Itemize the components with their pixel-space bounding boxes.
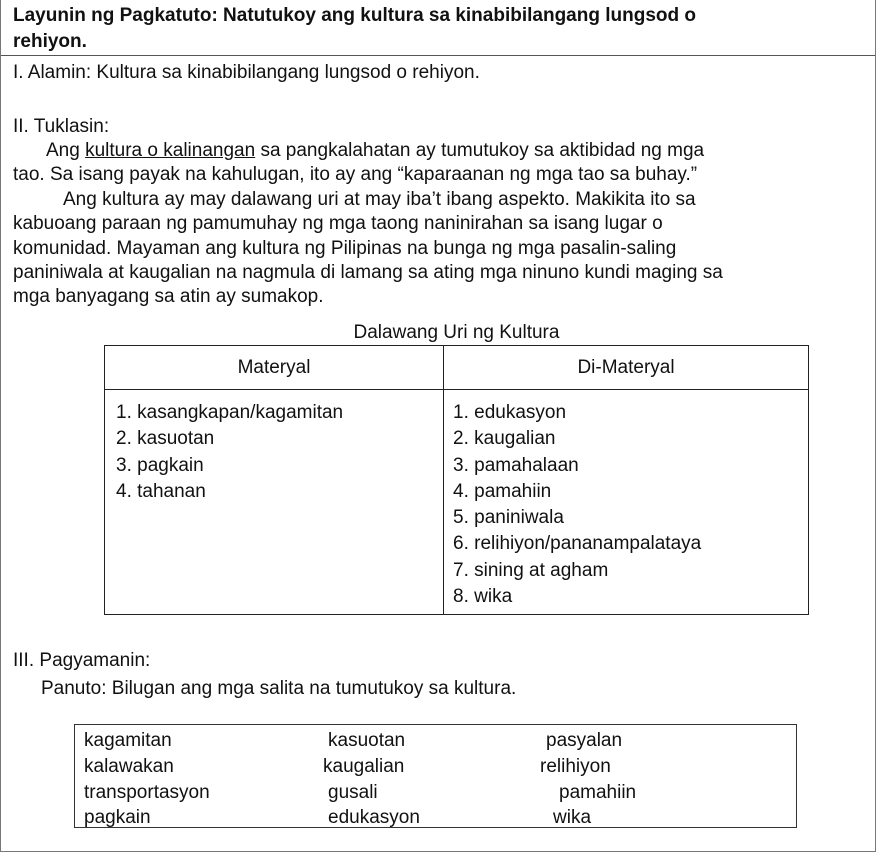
- tuklasin-heading: II. Tuklasin:: [13, 116, 110, 137]
- list-item: 1. kasangkapan/kagamitan: [116, 402, 344, 423]
- paragraph-text: sa pangkalahatan ay tumutukoy sa aktibidad ng mga: [255, 140, 705, 161]
- list-item: 2. kasuotan: [116, 428, 215, 450]
- pagyamanin-heading: III. Pagyamanin:: [13, 650, 151, 671]
- header-materyal: Materyal: [237, 357, 311, 378]
- list-item: 3. pamahalaan: [453, 454, 579, 476]
- word-item[interactable]: pamahiin: [559, 782, 637, 803]
- tuklasin-paragraph-2-line: Ang kultura ay may dalawang uri at may iba’t ibang aspekto. Makikita ito sa: [63, 189, 696, 210]
- alamin-section: I. Alamin: Kultura sa kinabibilangang lungsod o rehiyon.: [13, 62, 480, 83]
- word-item[interactable]: transportasyon: [84, 782, 210, 803]
- list-item: 3. pagkain: [116, 454, 204, 476]
- objective-line-2: rehiyon.: [13, 31, 87, 52]
- tuklasin-paragraph-2-line: paniniwala at kaugalian na nagmula di lamang sa ating mga ninuno kundi maging sa: [13, 262, 723, 283]
- list-item: 6. relihiyon/pananampalataya: [453, 533, 702, 555]
- word-item[interactable]: kasuotan: [328, 730, 406, 751]
- list-item: 4. pamahiin: [453, 480, 552, 502]
- word-box: [74, 724, 797, 828]
- tuklasin-paragraph-2-line: kabuoang paraan ng pamumuhay ng mga taong naninirahan sa isang lugar o: [13, 213, 663, 234]
- pagyamanin-instruction: Panuto: Bilugan ang mga salita na tumutukoy sa kultura.: [41, 678, 517, 699]
- word-item[interactable]: kalawakan: [84, 756, 174, 777]
- list-item: 1. edukasyon: [453, 402, 567, 423]
- header-divider: [105, 389, 808, 390]
- word-item[interactable]: gusali: [328, 782, 378, 803]
- culture-types-table: [104, 345, 809, 615]
- objective-line-1: Layunin ng Pagkatuto: Natutukoy ang kultura sa kinabibilangang lungsod o: [13, 5, 696, 26]
- word-item[interactable]: relihiyon: [540, 756, 611, 777]
- list-item: 2. kaugalian: [453, 428, 556, 450]
- underlined-term: kultura o kalinangan: [85, 140, 256, 161]
- column-divider: [443, 346, 444, 614]
- list-item: 5. paniniwala: [453, 507, 564, 529]
- word-item[interactable]: edukasyon: [328, 807, 420, 828]
- di-materyal-list: [453, 400, 701, 610]
- word-item[interactable]: kaugalian: [323, 756, 405, 777]
- materyal-list: [116, 400, 343, 505]
- tuklasin-paragraph-1-line-1: [46, 139, 704, 163]
- table-title: Dalawang Uri ng Kultura: [353, 322, 560, 343]
- list-item: 7. sining at agham: [453, 559, 609, 581]
- tuklasin-paragraph-2-line: mga banyagang sa atin ay sumakop.: [13, 286, 324, 307]
- tuklasin-paragraph-1-line-2: tao. Sa isang payak na kahulugan, ito ay ang “kaparaanan ng mga tao sa buhay.”: [13, 164, 698, 185]
- list-item: 8. wika: [453, 586, 513, 608]
- word-item[interactable]: wika: [553, 807, 592, 828]
- paragraph-text: Ang: [46, 140, 86, 161]
- word-item[interactable]: pasyalan: [546, 730, 623, 751]
- word-item[interactable]: pagkain: [84, 807, 151, 828]
- list-item: 4. tahanan: [116, 480, 206, 502]
- word-item[interactable]: kagamitan: [84, 730, 172, 751]
- learning-objective: [1, 0, 875, 56]
- tuklasin-paragraph-2-line: komunidad. Mayaman ang kultura ng Pilipinas na bunga ng mga pasalin-saling: [13, 238, 677, 259]
- header-di-materyal: Di-Materyal: [577, 357, 675, 378]
